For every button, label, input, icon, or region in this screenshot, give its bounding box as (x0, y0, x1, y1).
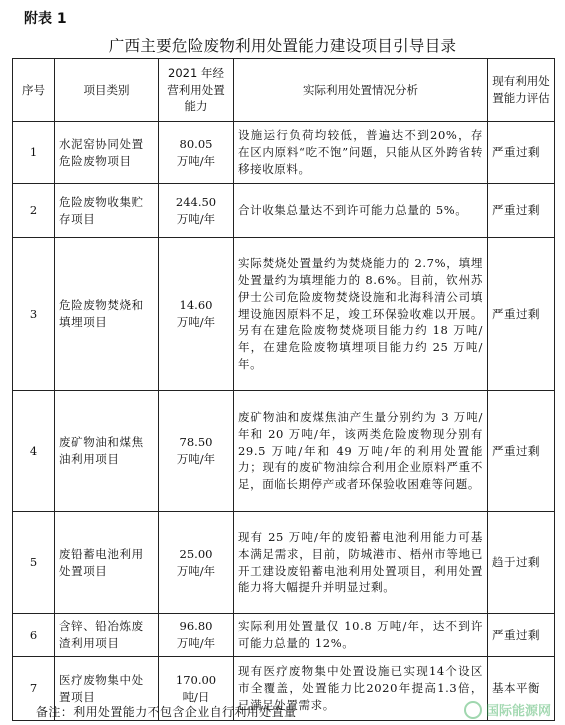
capacity-unit: 万吨/年 (176, 315, 216, 329)
row-number: 5 (13, 512, 55, 614)
table-row (13, 614, 555, 657)
table-row (13, 512, 555, 614)
table-row (13, 184, 555, 238)
analysis-text: 现有医疗废物集中处置设施已实现14个设区市全覆盖，处置能力比2020年提高1.3倍，已满足处置需求。 (234, 657, 488, 721)
row-number: 1 (13, 122, 55, 184)
capacity-cell (159, 122, 234, 184)
capacity-value: 96.80 (179, 619, 213, 634)
capacity-evaluation: 严重过剩 (488, 614, 555, 657)
capacity-value: 25.00 (179, 546, 213, 561)
guidance-catalog-table (12, 58, 555, 721)
capacity-unit: 万吨/年 (176, 211, 216, 226)
table-header-row (13, 59, 555, 122)
watermark-text: 国际能源网 (485, 704, 551, 719)
header-capacity: 2021 年经营利用处置能力 (159, 59, 234, 122)
capacity-value: 170.00 (175, 672, 217, 687)
capacity-cell (159, 614, 234, 657)
capacity-unit: 万吨/年 (176, 563, 216, 578)
capacity-cell (159, 238, 234, 391)
table-row (13, 391, 555, 512)
header-category: 项目类别 (55, 59, 159, 122)
project-category: 水泥窑协同处置危险废物项目 (55, 122, 159, 184)
header-analysis: 实际利用处置情况分析 (234, 59, 488, 122)
capacity-unit: 万吨/年 (176, 636, 216, 650)
table-row (13, 238, 555, 391)
watermark-logo-icon (464, 701, 482, 719)
capacity-unit: 万吨/年 (176, 452, 216, 466)
capacity-cell (159, 184, 234, 238)
analysis-text: 现有 25 万吨/年的废铅蓄电池利用能力可基本满足需求，目前，防城港市、梧州市等地已开工建设废铅蓄电池利用处置项目，利用处置能力将大幅提升并明显过剩。 (234, 512, 488, 614)
capacity-evaluation: 严重过剩 (488, 238, 555, 391)
capacity-value: 80.05 (179, 136, 213, 151)
analysis-text: 实际焚烧处置量约为焚烧能力的 2.7%，填埋处置量约为填埋能力的 8.6%。目前，钦州苏伊士公司危险废物焚烧设施和北海科清公司填埋设施因原料不足，竣工环保验收难以开展。另有在建危险废物焚烧项目能力约 18 万吨/年，在建危险废物填埋项目能力约 25 万吨/年。 (234, 238, 488, 391)
capacity-evaluation: 严重过剩 (488, 122, 555, 184)
header-evaluation: 现有利用处置能力评估 (488, 59, 555, 122)
capacity-value: 14.60 (179, 298, 213, 313)
header-no: 序号 (13, 59, 55, 122)
analysis-text: 废矿物油和废煤焦油产生量分别约为 3 万吨/年和 20 万吨/年，该两类危险废物现分别有 29.5 万吨/年和 49 万吨/年的利用处置能力；现有的废矿物油综合利用企业原料严重不足，面临长期停产或者环保验收困难等问题。 (234, 391, 488, 512)
row-number: 2 (13, 184, 55, 238)
capacity-evaluation: 严重过剩 (488, 391, 555, 512)
page-title: 广西主要危险废物利用处置能力建设项目引导目录 (108, 37, 457, 55)
project-category: 废铅蓄电池利用处置项目 (55, 512, 159, 614)
project-category: 废矿物油和煤焦油利用项目 (55, 391, 159, 512)
footnote: 备注：利用处置能力不包含企业自行利用处置量 (36, 705, 297, 719)
project-category: 医疗废物集中处置项目 (55, 657, 159, 721)
row-number: 6 (13, 614, 55, 657)
table-body (13, 122, 555, 721)
analysis-text: 设施运行负荷均较低，普遍达不到20%，存在区内原料“吃不饱”问题，只能从区外跨省转移接收原料。 (234, 122, 488, 184)
watermark (464, 700, 551, 719)
row-number: 3 (13, 238, 55, 391)
capacity-unit: 万吨/年 (176, 153, 216, 168)
project-category: 危险废物焚烧和填埋项目 (55, 238, 159, 391)
analysis-text: 合计收集总量达不到许可能力总量的 5%。 (234, 184, 488, 238)
capacity-evaluation: 严重过剩 (488, 184, 555, 238)
capacity-value: 78.50 (179, 435, 213, 450)
row-number: 4 (13, 391, 55, 512)
project-category: 含锌、铅冶炼废渣利用项目 (55, 614, 159, 657)
project-category: 危险废物收集贮存项目 (55, 184, 159, 238)
capacity-value: 244.50 (175, 194, 217, 209)
row-number: 7 (13, 657, 55, 721)
capacity-unit: 吨/日 (182, 689, 210, 704)
table-row (13, 122, 555, 184)
capacity-evaluation: 趋于过剩 (488, 512, 555, 614)
appendix-label: 附表 1 (24, 11, 67, 27)
capacity-cell (159, 512, 234, 614)
capacity-evaluation: 基本平衡 (488, 657, 555, 721)
analysis-text: 实际利用处置量仅 10.8 万吨/年，达不到许可能力总量的 12%。 (234, 614, 488, 657)
capacity-cell (159, 391, 234, 512)
